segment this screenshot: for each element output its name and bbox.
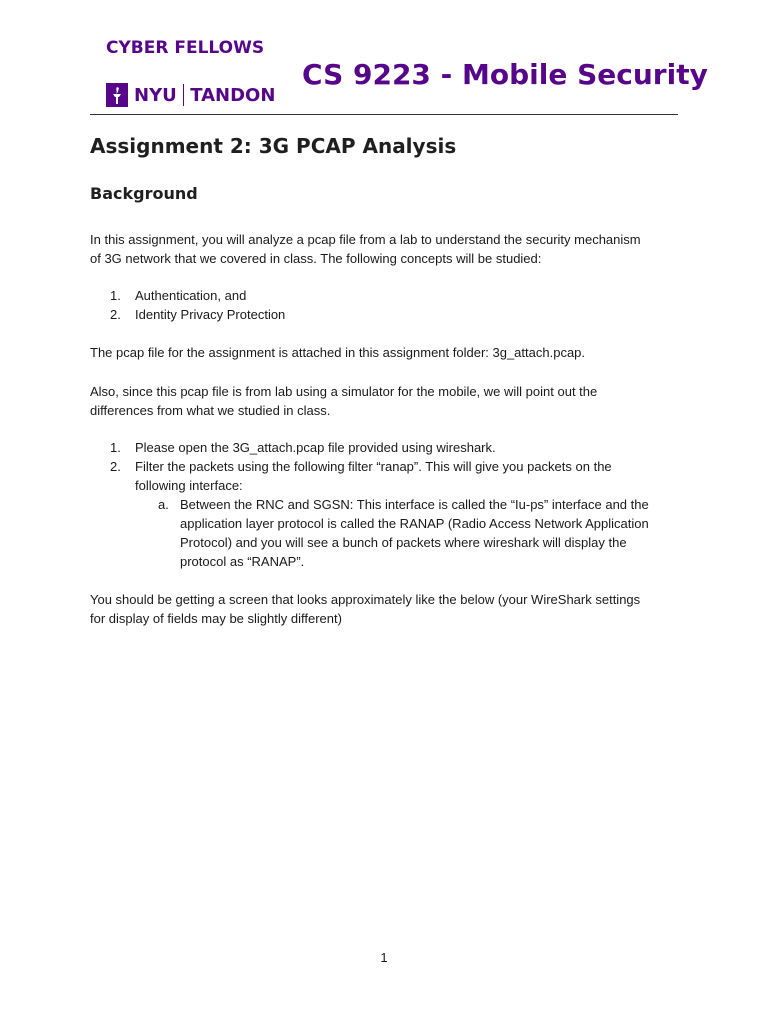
nyu-tandon-logo (106, 82, 275, 108)
page-header (90, 36, 708, 115)
list-number: 1. (110, 288, 121, 303)
also-paragraph-line: Also, since this pcap file is from lab using a simulator for the mobile, we will point out the (90, 384, 598, 399)
nyu-logo-text: NYU (134, 84, 177, 106)
list-text: Filter the packets using the following filter “ranap”. This will give you packets on the (135, 459, 612, 474)
section-heading-background: Background (90, 184, 198, 203)
tandon-logo-text: TANDON (190, 84, 276, 106)
nyu-torch-icon (106, 83, 128, 107)
pcap-file-paragraph: The pcap file for the assignment is attached in this assignment folder: 3g_attach.pcap. (90, 345, 586, 360)
closing-paragraph-line: for display of fields may be slightly different) (90, 611, 342, 626)
cyber-fellows-logo-text: CYBER FELLOWS (106, 38, 265, 58)
sub-list-letter: a. (158, 497, 169, 512)
list-text: Authentication, and (135, 288, 247, 303)
list-text: Identity Privacy Protection (135, 307, 286, 322)
closing-paragraph-line: You should be getting a screen that looks approximately like the below (your WireShark settings (90, 592, 641, 607)
logo-divider (183, 84, 185, 106)
document-body (90, 134, 682, 626)
sub-list-text: application layer protocol is called the RANAP (Radio Access Network Application (180, 516, 649, 531)
sub-list-text: Between the RNC and SGSN: This interface is called the “Iu-ps” interface and the (180, 497, 649, 512)
list-number: 2. (110, 459, 121, 474)
page-number: 1 (380, 950, 388, 965)
course-title: CS 9223 - Mobile Security (302, 58, 708, 91)
list-number: 2. (110, 307, 121, 322)
intro-paragraph-line: of 3G network that we covered in class. The following concepts will be studied: (90, 251, 542, 266)
sub-list-text: Protocol) and you will see a bunch of packets where wireshark will display the (180, 535, 627, 550)
list-text: Please open the 3G_attach.pcap file provided using wireshark. (135, 440, 496, 455)
intro-paragraph-line: In this assignment, you will analyze a pcap file from a lab to understand the security mechanism (90, 232, 641, 247)
sub-list-text: protocol as “RANAP”. (180, 554, 305, 569)
list-text: following interface: (135, 478, 243, 493)
also-paragraph-line: differences from what we studied in class. (90, 403, 331, 418)
assignment-title: Assignment 2: 3G PCAP Analysis (90, 134, 457, 158)
list-number: 1. (110, 440, 121, 455)
